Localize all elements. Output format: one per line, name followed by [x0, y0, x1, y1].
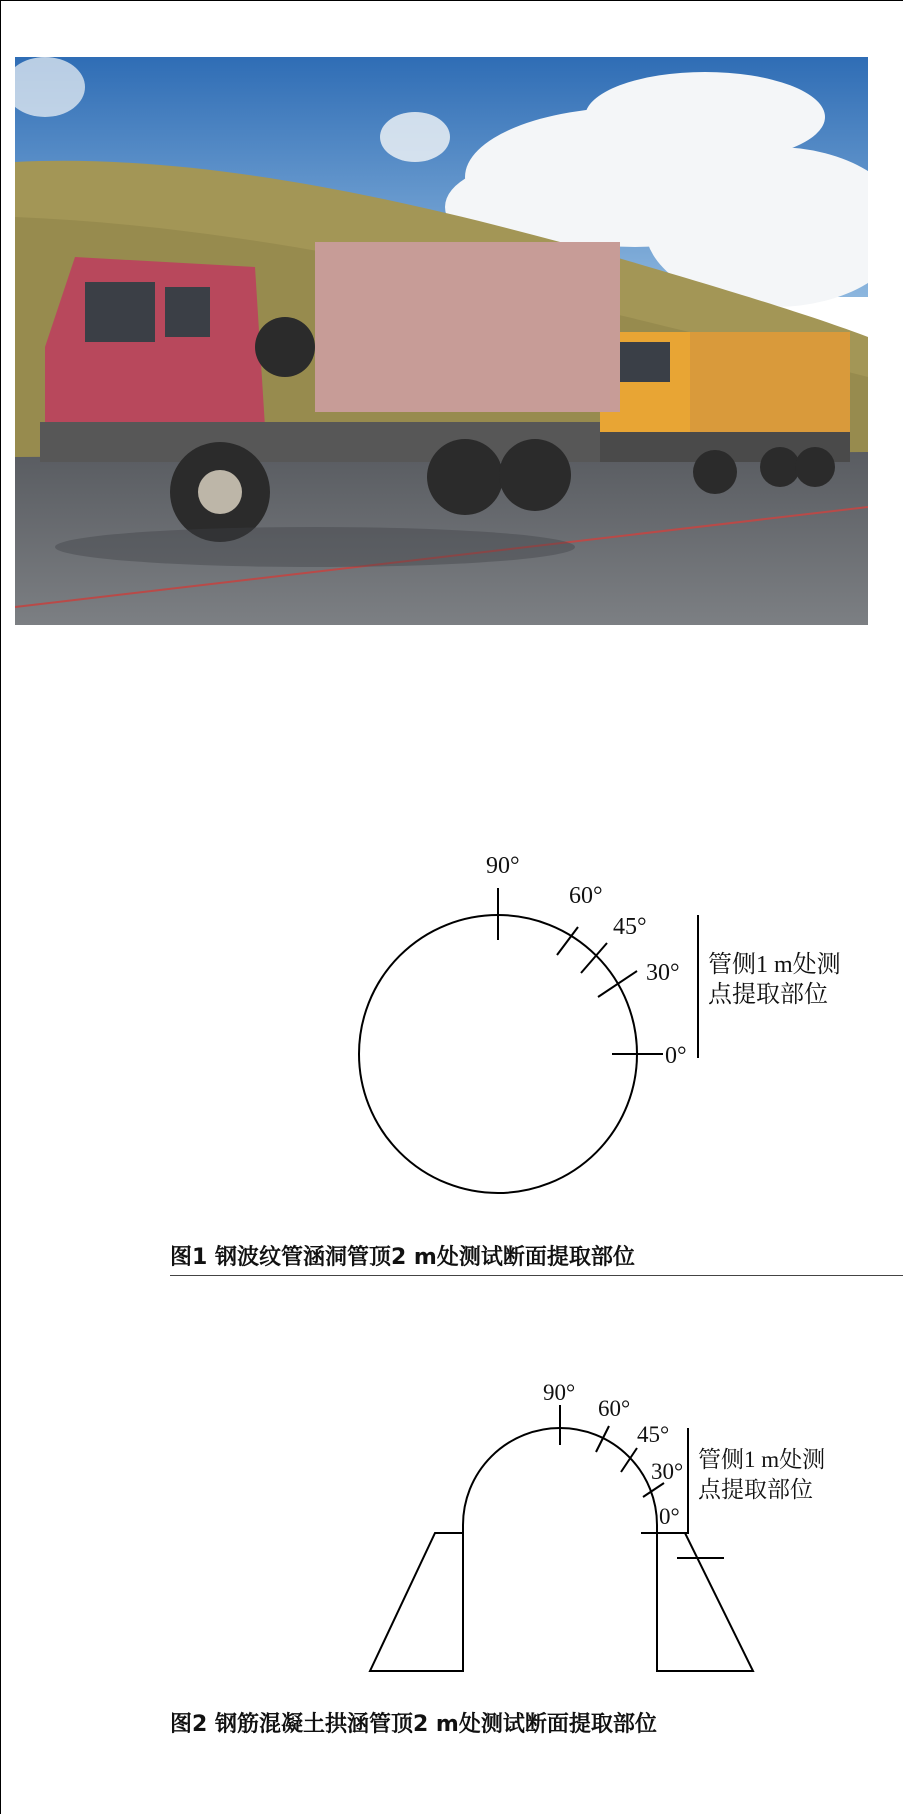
figure2-angle-90: 90°	[543, 1380, 576, 1405]
figure2-tick-30	[643, 1483, 664, 1497]
figure1-tick-30	[598, 971, 637, 997]
figure2-caption: 图2 钢筋混凝土拱涵管顶2 m处测试断面提取部位	[170, 1712, 657, 1737]
figure1-angle-30: 30°	[646, 960, 680, 986]
figure2-labels	[543, 1380, 825, 1529]
figure2-angle-45: 45°	[637, 1422, 670, 1447]
figure2-left-abutment	[370, 1533, 463, 1671]
figure1-angle-60: 60°	[569, 883, 603, 909]
caption-divider	[170, 1275, 903, 1276]
figure1-tick-60	[557, 927, 578, 955]
figure2-diagram	[370, 1405, 753, 1671]
figure2-angle-30: 30°	[651, 1459, 684, 1484]
figure2-right-abutment	[657, 1533, 753, 1671]
figure1-angle-0: 0°	[665, 1043, 687, 1069]
figure1-labels	[486, 853, 841, 1069]
figure2-side-label-line1: 管侧1 m处测	[698, 1447, 826, 1472]
figure2-angle-60: 60°	[598, 1396, 631, 1421]
figure2-tick-60	[596, 1426, 609, 1452]
figure1-caption: 图1 钢波纹管涵洞管顶2 m处测试断面提取部位	[170, 1245, 635, 1270]
figure2-side-label-line2: 点提取部位	[698, 1477, 813, 1502]
figure2-angle-0: 0°	[659, 1504, 680, 1529]
figure1-angle-45: 45°	[613, 914, 647, 940]
figure1-tick-45	[581, 943, 607, 973]
figure1-side-label-line1: 管侧1 m处测	[708, 952, 841, 978]
figure1-angle-90: 90°	[486, 853, 520, 879]
figure1-side-label-line2: 点提取部位	[708, 982, 828, 1008]
figure1-diagram	[359, 888, 698, 1193]
